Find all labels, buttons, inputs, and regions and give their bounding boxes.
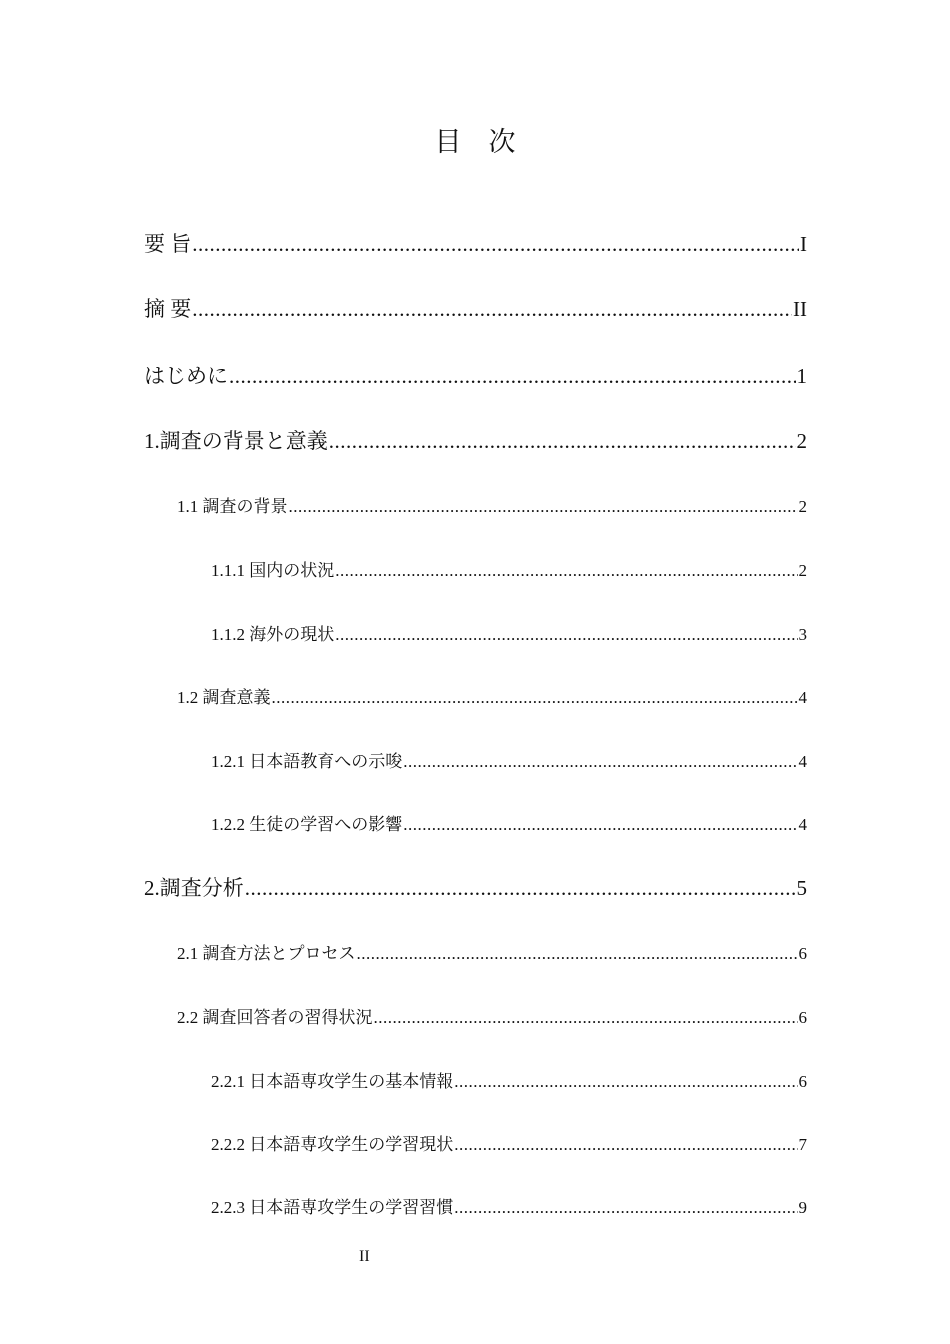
dot-leader [335, 625, 797, 645]
toc-entry-label: 1.1 調査の背景 [177, 497, 288, 516]
toc-entry-label: はじめに [144, 364, 228, 388]
toc-entry-page: 6 [798, 1008, 807, 1027]
toc-entry-page: 3 [798, 625, 807, 644]
toc-entry-page: II [793, 297, 807, 321]
dot-leader [229, 364, 796, 389]
toc-title: 目 次 [434, 127, 516, 157]
dot-leader [454, 1135, 797, 1155]
dot-leader [289, 497, 798, 517]
toc-entry[interactable] [211, 1193, 807, 1218]
dot-leader [357, 944, 798, 964]
toc-entry-label: 1.2.2 生徒の学習への影響 [211, 815, 403, 834]
toc-entry-page: 6 [798, 944, 807, 963]
toc-entry-page: 2 [796, 429, 807, 453]
toc-entry-page: 2 [798, 561, 807, 580]
toc-entry-label: 2.調査分析 [144, 876, 244, 900]
dot-leader [245, 876, 796, 901]
dot-leader [403, 752, 797, 772]
toc-entry-label: 1.1.2 海外の現状 [211, 625, 335, 644]
toc-entry-page: 5 [796, 876, 807, 900]
dot-leader [192, 232, 799, 257]
dot-leader [374, 1008, 798, 1028]
toc-entry-page: 2 [798, 497, 807, 516]
toc-entry[interactable] [144, 228, 807, 258]
dot-leader [329, 429, 796, 454]
toc-entry[interactable] [177, 492, 807, 517]
toc-entry-page: 9 [798, 1198, 807, 1217]
toc-entry-page: 7 [798, 1135, 807, 1154]
toc-entry[interactable] [211, 810, 807, 835]
dot-leader [192, 297, 792, 322]
toc-entry[interactable] [177, 683, 807, 708]
dot-leader [272, 688, 798, 708]
toc-entry-label: 1.2 調査意義 [177, 688, 271, 707]
toc-entry[interactable] [144, 872, 807, 902]
toc-entry[interactable] [177, 1003, 807, 1028]
toc-entry[interactable] [144, 425, 807, 455]
toc-entry-label: 2.1 調査方法とプロセス [177, 944, 356, 963]
page-number: II [359, 1248, 370, 1265]
dot-leader [454, 1072, 797, 1092]
toc-entry[interactable] [211, 747, 807, 772]
toc-entry-page: 4 [798, 815, 807, 834]
dot-leader [403, 815, 797, 835]
toc-entry-label: 2.2.1 日本語専攻学生の基本情報 [211, 1072, 454, 1091]
toc-entry[interactable] [211, 1067, 807, 1092]
toc-entry[interactable] [177, 939, 807, 964]
toc-entry-label: 2.2 調査回答者の習得状況 [177, 1008, 373, 1027]
toc-entry[interactable] [144, 293, 807, 323]
toc-entry[interactable] [211, 1130, 807, 1155]
toc-entry-page: 4 [798, 688, 807, 707]
toc-entry-label: 1.調査の背景と意義 [144, 429, 328, 453]
toc-entry-label: 摘 要 [144, 297, 192, 321]
dot-leader [454, 1198, 797, 1218]
toc-entry[interactable] [211, 556, 807, 581]
toc-entry-label: 2.2.2 日本語専攻学生の学習現状 [211, 1135, 454, 1154]
toc-entry-page: 6 [798, 1072, 807, 1091]
toc-entry-label: 1.2.1 日本語教育への示唆 [211, 752, 403, 771]
toc-entry-page: I [800, 232, 807, 256]
toc-entry-label: 要 旨 [144, 232, 192, 256]
toc-entry-label: 1.1.1 国内の状況 [211, 561, 335, 580]
toc-entry[interactable] [211, 620, 807, 645]
toc-entry[interactable] [144, 360, 807, 390]
toc-entry-page: 4 [798, 752, 807, 771]
toc-entry-label: 2.2.3 日本語専攻学生の学習習慣 [211, 1198, 454, 1217]
toc-entry-page: 1 [796, 364, 807, 388]
dot-leader [335, 561, 797, 581]
